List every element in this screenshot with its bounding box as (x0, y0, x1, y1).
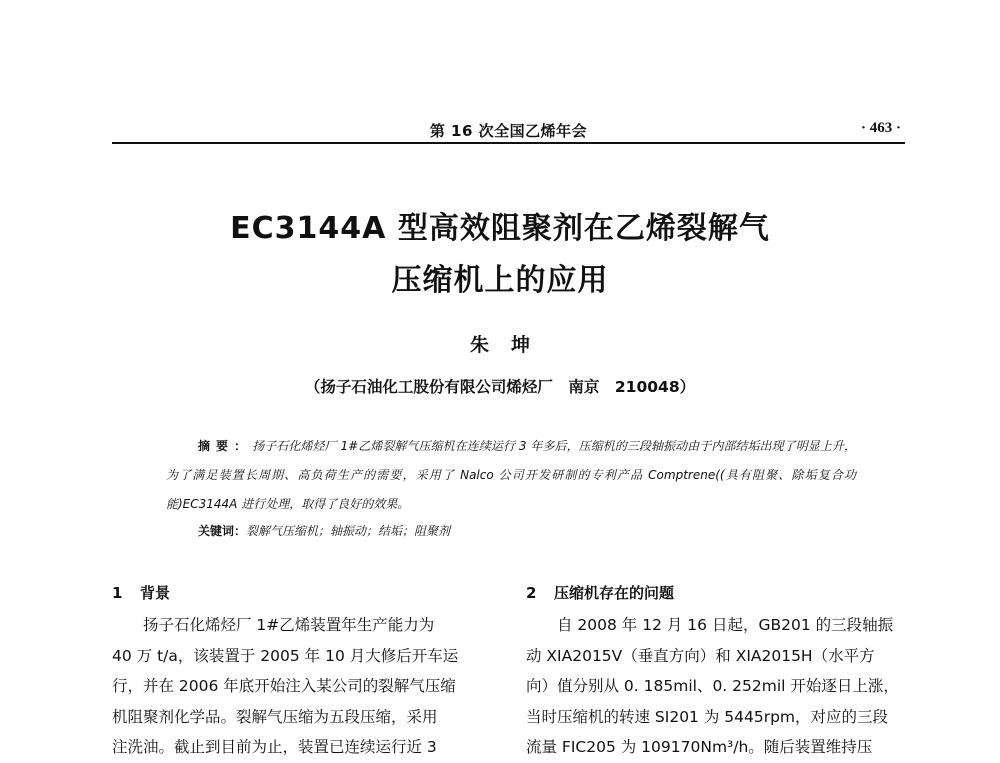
body-line: 流量 FIC205 为 109170Nm³/h。随后装置维持压 (526, 738, 873, 756)
paper-title-line-2: 压缩机上的应用 (391, 263, 609, 298)
right-column (526, 580, 904, 763)
body-line: 自 2008 年 12 月 16 日起，GB201 的三段轴振 (557, 616, 894, 634)
paper-title-line-1: EC3144A 型高效阻聚剂在乙烯裂解气 (230, 211, 770, 246)
affiliation: （扬子石油化工股份有限公司烯烃厂 南京 210048） (304, 378, 696, 396)
body-line: 向）值分别从 0. 185mil、0. 252mil 开始逐日上涨， (526, 677, 899, 695)
body-line: 注洗油。截止到目前为止，装置已连续运行近 3 (112, 738, 437, 756)
left-column (112, 580, 490, 763)
body-line: 机阻聚剂化学品。裂解气压缩为五段压缩，采用 (112, 707, 438, 726)
body-line: 当时压缩机的转速 SI201 为 5445rpm，对应的三段 (526, 707, 889, 726)
keywords (198, 522, 450, 539)
page-number: · 463 · (860, 120, 901, 136)
body-line: 扬子石化烯烃厂 1#乙烯装置年生产能力为 (143, 616, 435, 634)
section-body (112, 610, 490, 763)
conference-title: 第 16 次全国乙烯年会 (429, 122, 588, 140)
keywords-label: 关键词： (198, 524, 247, 538)
header-rule (112, 142, 905, 144)
section-title: 背景 (140, 584, 171, 602)
section-number: 2 (526, 584, 537, 602)
body-line: 动 XIA2015V（垂直方向）和 XIA2015H（水平方 (526, 646, 875, 665)
body-line: 40 万 t/a，该装置于 2005 年 10 月大修后开车运 (112, 646, 459, 665)
body-line: 行，并在 2006 年底开始注入某公司的裂解气压缩 (112, 677, 456, 695)
section-body (526, 610, 904, 763)
keywords-text: 裂解气压缩机；轴振动；结垢；阻聚剂 (246, 524, 451, 538)
author-name: 朱坤 (469, 334, 552, 356)
abstract-label: 摘要： (198, 439, 253, 453)
section-number: 1 (112, 584, 123, 602)
abstract-text: 扬子石化烯烃厂 1#乙烯裂解气压缩机在连续运行 3 年多后，压缩机的三段轴振动由于内部结垢出现了明显上升，为了满足装置长周期、高负荷生产的需要，采用了 Nalco 公司开发研制的专利产品 Comptrene((具有阻聚、除垢复合功能)EC3144A 进行处理，取得了良好的效果。 (166, 439, 856, 511)
section-heading-problems (526, 580, 904, 606)
section-heading-background (112, 580, 490, 606)
abstract (166, 432, 856, 519)
running-head (112, 116, 905, 144)
section-title: 压缩机存在的问题 (554, 584, 675, 602)
